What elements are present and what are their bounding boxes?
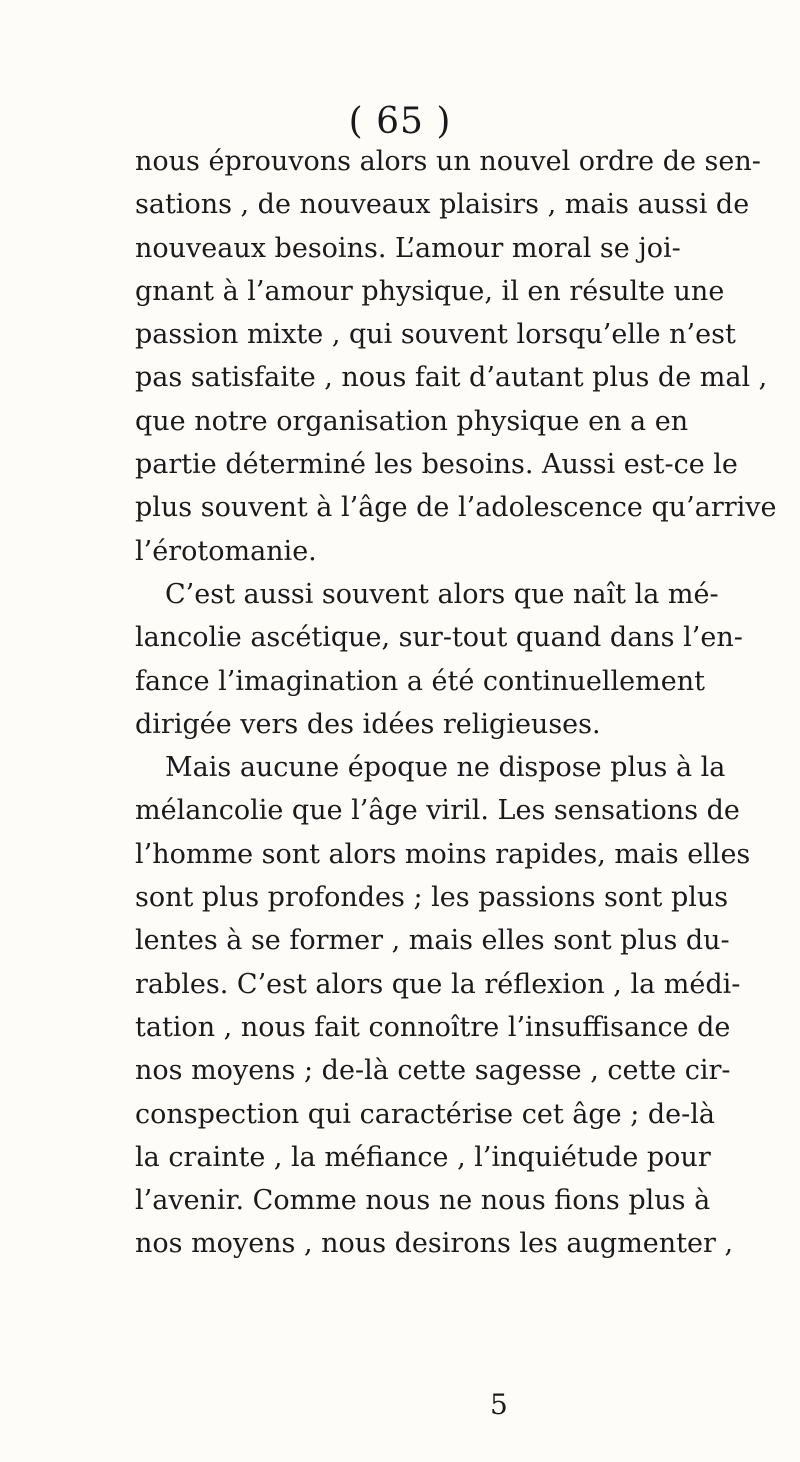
text-line: nouveaux besoins. L’amour moral se joi- <box>135 232 681 264</box>
text-line: l’avenir. Comme nous ne nous fions plus à <box>135 1185 711 1217</box>
text-line: nos moyens , nous desirons les augmenter , <box>135 1228 734 1260</box>
text-line: lentes à se former , mais elles sont plus du- <box>135 925 730 957</box>
text-line: pas satisfaite , nous fait d’autant plus de mal , <box>135 362 768 394</box>
text-line: tation , nous fait connoître l’insuffisance de <box>135 1011 731 1043</box>
text-line: gnant à l’amour physique, il en résulte une <box>135 275 725 307</box>
text-line: conspection qui caractérise cet âge ; de-là <box>135 1098 716 1130</box>
text-line: mélancolie que l’âge viril. Les sensations de <box>135 795 740 827</box>
page-number: ( 65 ) <box>348 101 452 142</box>
text-line: partie déterminé les besoins. Aussi est-ce le <box>135 449 738 481</box>
signature-mark: 5 <box>490 1388 508 1421</box>
text-line: dirigée vers des idées religieuses. <box>135 708 601 740</box>
text-line: sont plus profondes ; les passions sont plus <box>135 882 729 914</box>
text-line: sations , de nouveaux plaisirs , mais aussi de <box>135 189 750 221</box>
text-line: plus souvent à l’âge de l’adolescence qu’arrive <box>135 492 777 524</box>
text-line: lancolie ascétique, sur-tout quand dans l’en- <box>135 622 743 654</box>
text-line: l’homme sont alors moins rapides, mais elles <box>135 838 751 870</box>
text-line: nos moyens ; de-là cette sagesse , cette cir- <box>135 1055 731 1087</box>
text-line: C’est aussi souvent alors que naît la mé- <box>165 578 719 610</box>
text-line: la crainte , la méfiance , l’inquiétude pour <box>135 1141 711 1173</box>
text-line: l’érotomanie. <box>135 535 317 567</box>
text-line: passion mixte , qui souvent lorsqu’elle n’est <box>135 319 736 351</box>
body-text <box>135 140 777 1266</box>
text-line: que notre organisation physique en a en <box>135 405 689 437</box>
text-line: Mais aucune époque ne dispose plus à la <box>165 752 726 784</box>
text-line: fance l’imagination a été continuellement <box>135 665 705 697</box>
text-line: rables. C’est alors que la réflexion , la médi- <box>135 968 741 1000</box>
text-line: nous éprouvons alors un nouvel ordre de sen- <box>135 146 761 177</box>
